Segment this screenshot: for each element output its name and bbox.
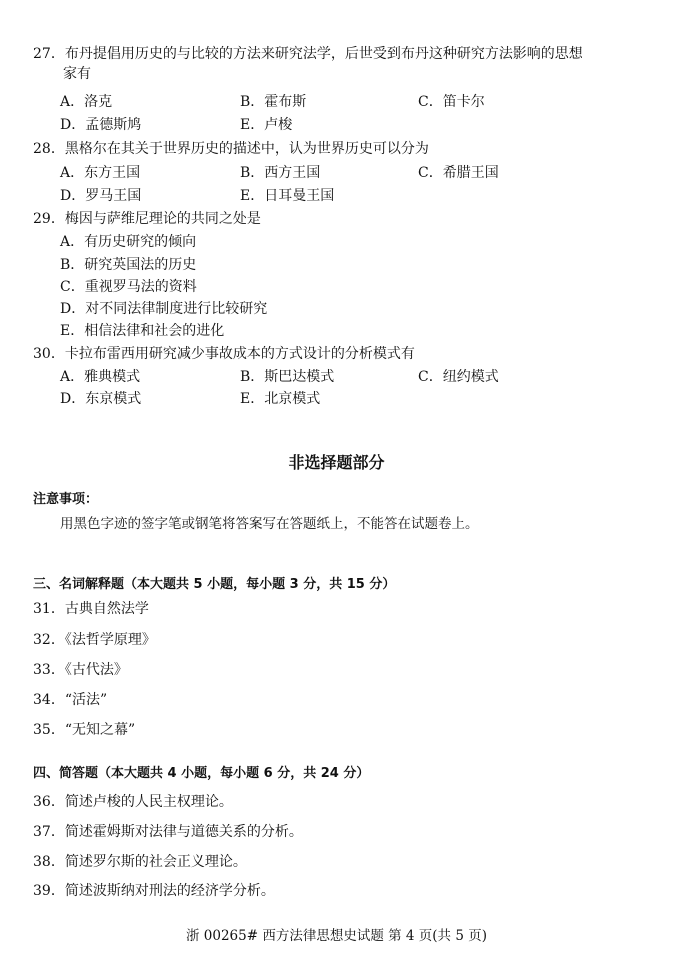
option-d: D．罗马王国 xyxy=(60,188,142,204)
question-27 xyxy=(33,44,653,84)
part4-heading: 四、简答题（本大题共 4 小题，每小题 6 分，共 24 分） xyxy=(33,766,370,781)
option-c: C．纽约模式 xyxy=(418,369,499,385)
option-e: E．日耳曼王国 xyxy=(240,188,335,204)
list-item: 34．“活法” xyxy=(33,692,108,708)
page-footer: 浙 00265# 西方法律思想史试题 第 4 页(共 5 页) xyxy=(185,928,487,944)
part3-heading: 三、名词解释题（本大题共 5 小题，每小题 3 分，共 15 分） xyxy=(33,577,396,592)
list-item: 36．简述卢梭的人民主权理论。 xyxy=(33,794,233,810)
option-a: A．有历史研究的倾向 xyxy=(60,234,197,250)
option-b: B．斯巴达模式 xyxy=(240,369,335,385)
list-item: 32．《法哲学原理》 xyxy=(33,632,156,648)
question-text: 28．黑格尔在其关于世界历史的描述中，认为世界历史可以分为 xyxy=(33,141,429,157)
option-d: D．对不同法律制度进行比较研究 xyxy=(60,301,268,317)
question-30 xyxy=(33,344,653,364)
option-a: A．东方王国 xyxy=(60,165,141,181)
option-d: D．东京模式 xyxy=(60,391,142,407)
question-text: 30．卡拉布雷西用研究减少事故成本的方式设计的分析模式有 xyxy=(33,346,415,362)
section-title: 非选择题部分 xyxy=(288,453,385,472)
list-item: 39．简述波斯纳对刑法的经济学分析。 xyxy=(33,883,275,899)
list-item: 38．简述罗尔斯的社会正义理论。 xyxy=(33,854,247,870)
option-b: B．霍布斯 xyxy=(240,94,307,110)
option-a: A．洛克 xyxy=(60,94,113,110)
option-e: E．卢梭 xyxy=(240,117,293,133)
option-c: C．重视罗马法的资料 xyxy=(60,279,197,295)
question-28 xyxy=(33,139,653,159)
option-a: A．雅典模式 xyxy=(60,369,141,385)
list-item: 31．古典自然法学 xyxy=(33,601,149,617)
option-b: B．研究英国法的历史 xyxy=(60,257,197,273)
option-e: E．北京模式 xyxy=(240,391,321,407)
option-c: C．希腊王国 xyxy=(418,165,499,181)
notice-heading: 注意事项： xyxy=(33,492,99,507)
question-text-continued: 家有 xyxy=(63,66,91,82)
notice-body: 用黑色字迹的签字笔或钢笔将答案写在答题纸上，不能答在试题卷上。 xyxy=(60,516,479,532)
list-item: 37．简述霍姆斯对法律与道德关系的分析。 xyxy=(33,824,303,840)
option-b: B．西方王国 xyxy=(240,165,321,181)
question-text: 29．梅因与萨维尼理论的共同之处是 xyxy=(33,211,261,227)
option-e: E．相信法律和社会的进化 xyxy=(60,323,225,339)
list-item: 33．《古代法》 xyxy=(33,662,128,678)
option-d: D．孟德斯鸠 xyxy=(60,117,142,133)
question-29 xyxy=(33,209,653,229)
option-c: C．笛卡尔 xyxy=(418,94,485,110)
question-text: 27．布丹提倡用历史的与比较的方法来研究法学，后世受到布丹这种研究方法影响的思想 xyxy=(33,46,583,62)
list-item: 35．“无知之幕” xyxy=(33,722,136,738)
